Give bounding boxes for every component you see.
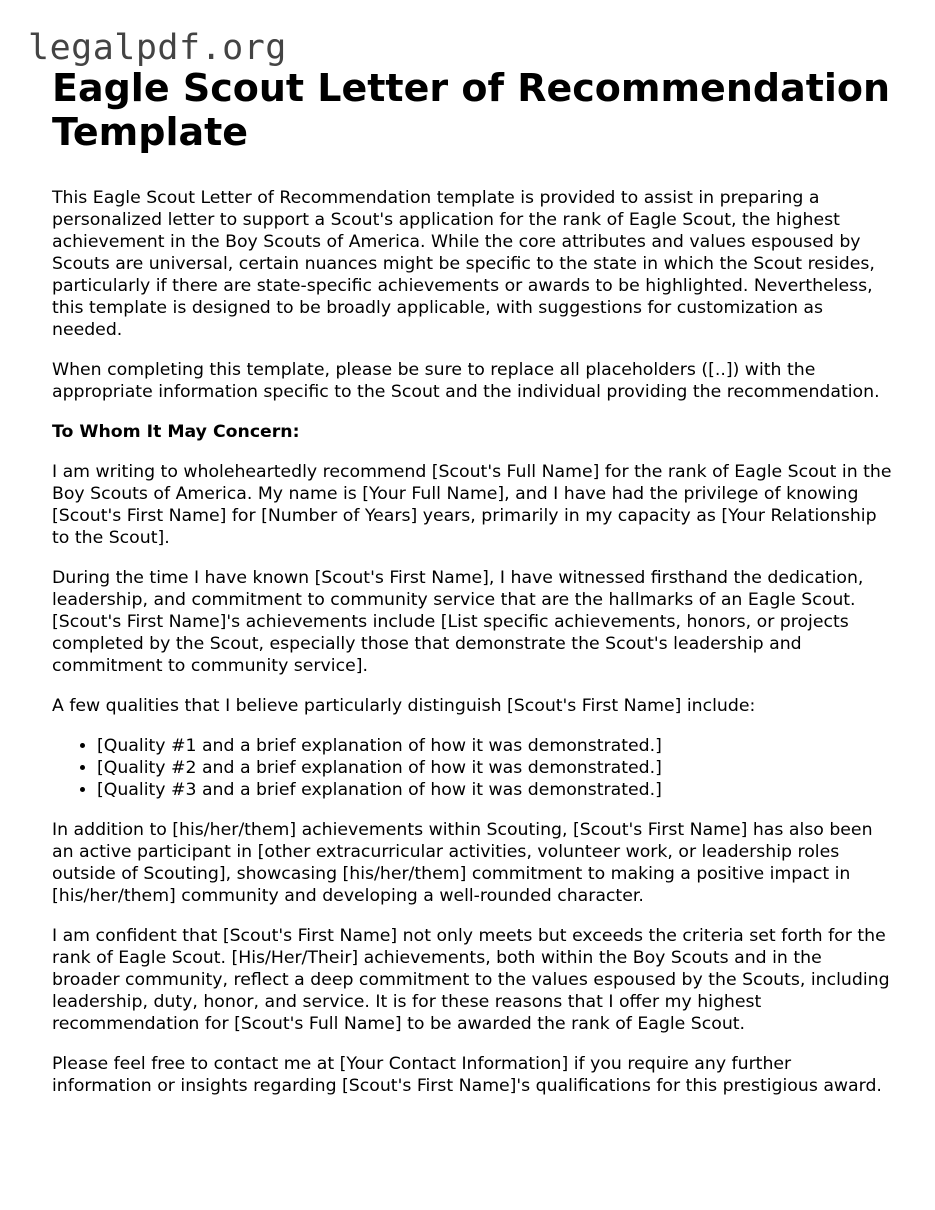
- letter-paragraph-5: I am confident that [Scout's First Name] not only meets but exceeds the criteria set forth for the rank of Eagle Scout. [His/Her/Their] achievements, both within the Boy Scouts and in the broader community, reflect a deep commitment to the values espoused by the Scouts, including leadership, duty, honor, and service. It is for these reasons that I offer my highest recommendation for [Scout's Full Name] to be awarded the rank of Eagle Scout.: [52, 926, 890, 1034]
- letter-paragraph-2: During the time I have known [Scout's First Name], I have witnessed firsthand the dedication, leadership, and commitment to community service that are the hallmarks of an Eagle Scout. [Scout's First Name]'s achievements include [List specific achievements, honors, or projects completed by the Scout, especially those that demonstrate the Scout's leadership and commitment to community service].: [52, 568, 864, 676]
- letter-paragraph-1: I am writing to wholeheartedly recommend [Scout's Full Name] for the rank of Eagle Scout in the Boy Scouts of America. My name is [Your Full Name], and I have had the privilege of knowing [Scout's First Name] for [Number of Years] years, primarily in my capacity as [Your Relationship to the Scout].: [52, 462, 892, 548]
- letter-paragraph-6: Please feel free to contact me at [Your Contact Information] if you require any further information or insights regarding [Scout's First Name]'s qualifications for this prestigious award.: [52, 1054, 882, 1096]
- page-title: Eagle Scout Letter of Recommendation Template: [52, 66, 891, 154]
- list-item: • [Quality #3 and a brief explanation of how it was demonstrated.]: [97, 779, 892, 801]
- intro-paragraph-2: When completing this template, please be sure to replace all placeholders ([..]) with the appropriate information specific to the Scout and the individual providing the recommendation.: [52, 360, 880, 402]
- list-item: • [Quality #2 and a brief explanation of how it was demonstrated.]: [97, 757, 892, 779]
- qualities-list: [52, 735, 892, 801]
- watermark: legalpdf.org: [28, 28, 287, 68]
- letter-paragraph-4: In addition to [his/her/them] achievements within Scouting, [Scout's First Name] has also been an active participant in [other extracurricular activities, volunteer work, or leadership roles outside of Scouting], showcasing [his/her/them] commitment to making a positive impact in [his/her/them] community and developing a well-rounded character.: [52, 820, 873, 906]
- letter-paragraph-3: A few qualities that I believe particularly distinguish [Scout's First Name] include:: [52, 696, 756, 716]
- list-item: • [Quality #1 and a brief explanation of how it was demonstrated.]: [97, 735, 892, 757]
- intro-paragraph-1: This Eagle Scout Letter of Recommendation template is provided to assist in preparing a personalized letter to support a Scout's application for the rank of Eagle Scout, the highest achievement in the Boy Scouts of America. While the core attributes and values espoused by Scouts are universal, certain nuances might be specific to the state in which the Scout resides, particularly if there are state-specific achievements or awards to be highlighted. Nevertheless, this template is designed to be broadly applicable, with suggestions for customization as needed.: [52, 188, 875, 340]
- document-page: [52, 66, 892, 1097]
- salutation: To Whom It May Concern:: [52, 422, 300, 442]
